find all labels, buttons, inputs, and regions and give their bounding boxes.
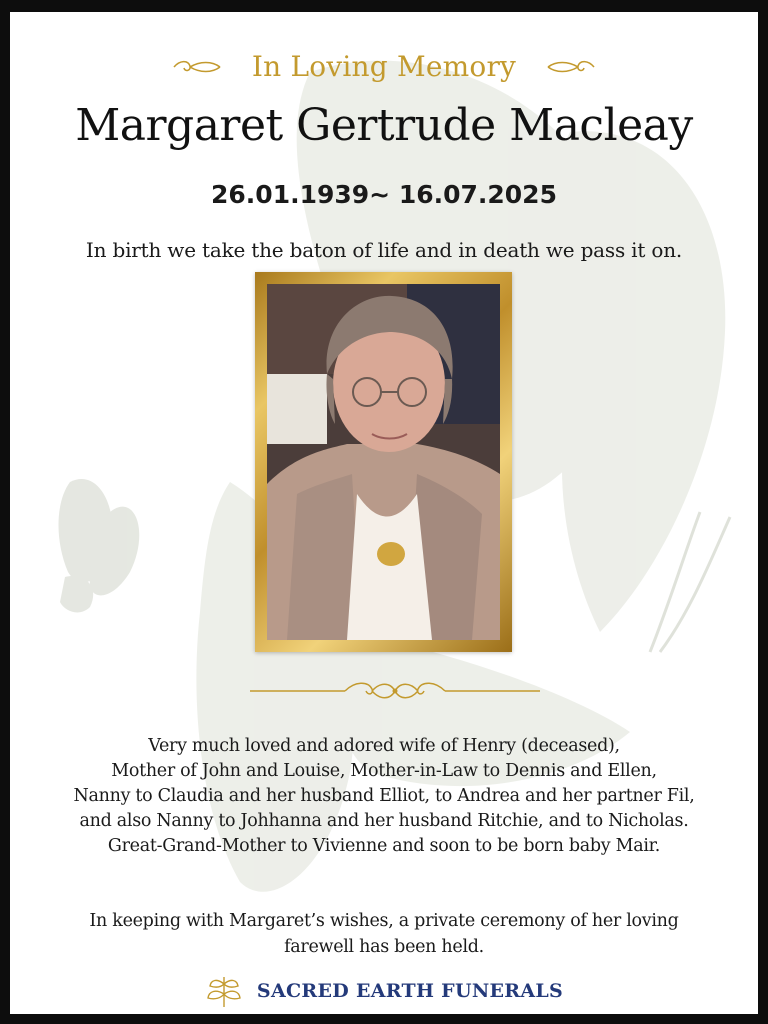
portrait-frame xyxy=(255,272,512,652)
deceased-name: Margaret Gertrude Macleay xyxy=(75,100,693,151)
note-line: In keeping with Margaret’s wishes, a private ceremony of her loving xyxy=(89,911,679,931)
ceremony-note xyxy=(10,908,758,960)
left-flourish-icon xyxy=(172,57,222,77)
tribute-line: Mother of John and Louise, Mother-in-Law to Dennis and Ellen, xyxy=(111,761,657,781)
tribute-line: and also Nanny to Johhanna and her husband Ritchie, and to Nicholas. xyxy=(79,811,689,831)
tribute-line: Very much loved and adored wife of Henry (deceased), xyxy=(148,736,620,756)
leaf-logo-icon xyxy=(205,972,243,1010)
heading-row xyxy=(10,50,758,83)
portrait-photo xyxy=(267,284,500,640)
right-flourish-icon xyxy=(546,57,596,77)
funeral-home-name: SACRED EARTH FUNERALS xyxy=(256,980,564,1002)
memorial-quote: In birth we take the baton of life and in death we pass it on. xyxy=(85,238,683,262)
tribute-line: Great-Grand-Mother to Vivienne and soon to be born baby Mair. xyxy=(107,836,661,856)
tribute-line: Nanny to Claudia and her husband Elliot, to Andrea and her partner Fil, xyxy=(73,786,695,806)
note-line: farewell has been held. xyxy=(284,937,484,957)
funeral-home-footer xyxy=(10,972,758,1010)
life-dates: 26.01.1939~ 16.07.2025 xyxy=(211,180,557,209)
ornamental-divider-icon xyxy=(250,678,540,704)
eyebrow-title: In Loving Memory xyxy=(251,50,517,83)
family-tribute xyxy=(10,734,758,859)
